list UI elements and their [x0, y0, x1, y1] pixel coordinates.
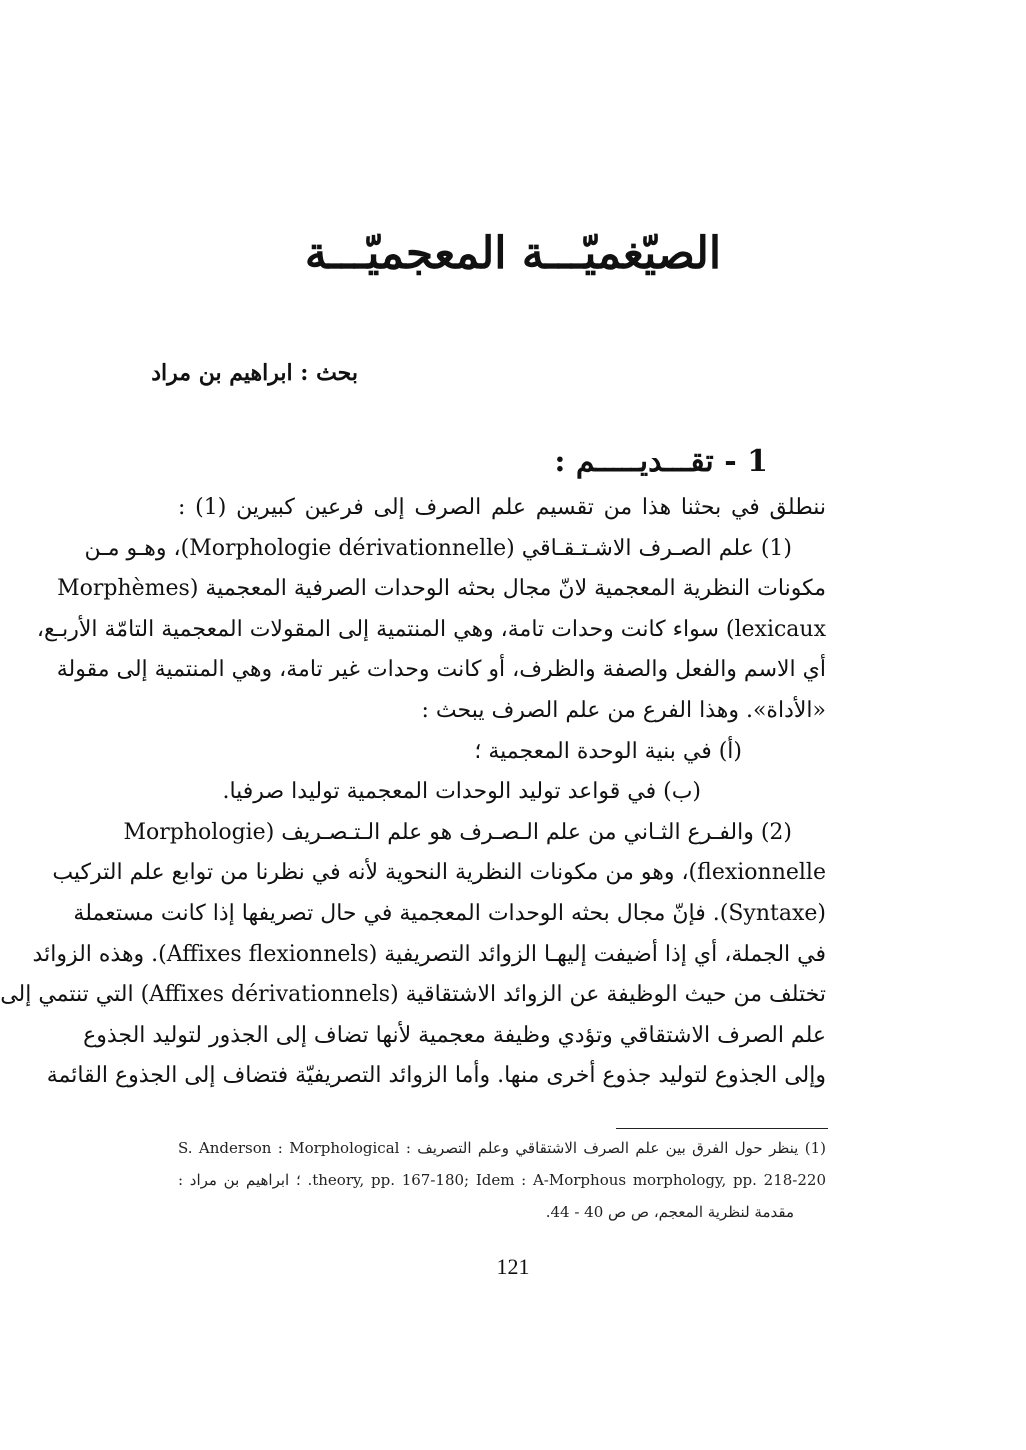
body-line: في الجملة، أي إذا أضيفت إليهـا الزوائد التصريفية (Affixes flexionnels). وهذه الزوائد: [32, 941, 826, 967]
body-line: مكونات النظرية المعجمية لانّ مجال بحثه الوحدات الصرفية المعجمية (Morphèmes: [57, 576, 826, 602]
body-line: تختلف من حيث الوظيفة عن الزوائد الاشتقاقية (Affixes dérivationnels) التي تنتمي إلى: [0, 982, 826, 1008]
body-line: (Syntaxe). فإنّ مجال بحثه الوحدات المعجمية في حال تصريفها إذا كانت مستعملة: [73, 900, 826, 926]
section-heading: 1 - تقـــديـــــم :: [554, 444, 768, 479]
body-line: ننطلق في بحثنا هذا من تقسيم علم الصرف إلى فرعين كبيرين (1) :: [178, 495, 826, 520]
page-number: 121: [496, 1254, 530, 1279]
body-line: أي الاسم والفعل والصفة والظرف، أو كانت وحدات غير تامة، وهي المنتمية إلى مقولة: [56, 657, 826, 683]
footnote-line: (1) ينظر حول الفرق بين علم الصرف الاشتقاقي وعلم التصريف : S. Anderson : Morphological: [178, 1139, 826, 1157]
author-byline: بحث : ابراهيم بن مراد: [151, 360, 358, 386]
footnote-line: مقدمة لنظرية المعجم، ص ص 40 - 44.: [545, 1203, 794, 1221]
body-line: (1) علم الصـرف الاشـتـقـاقي (Morphologie dérivationnelle)، وهـو مـن: [84, 535, 792, 561]
footnote-divider: [616, 1128, 828, 1129]
body-line: flexionnelle)، وهو من مكونات النظرية النحوية لأنه في نظرنا من توابع علم التركيب: [52, 860, 826, 886]
footnotes: [178, 1132, 826, 1228]
body-line: lexicaux) سواء كانت وحدات تامة، وهي المنتمية إلى المقولات المعجمية التامّة الأربـع،: [36, 616, 826, 642]
body-line: علم الصرف الاشتقاقي وتؤدي وظيفة معجمية لأنها تضاف إلى الجذور لتوليد الجذوع: [83, 1022, 826, 1048]
footnote-line: theory, pp. 167-180; Idem : A-Morphous morphology, pp. 218-220. ؛ ابراهيم بن مراد :: [178, 1171, 826, 1189]
body-line: (أ) في بنية الوحدة المعجمية ؛: [474, 738, 742, 764]
body-text: [0, 488, 826, 1097]
article-title: الصيّغميّـــة المعجميّـــة: [304, 228, 722, 279]
body-line: (ب) في قواعد توليد الوحدات المعجمية توليدا صرفيا.: [222, 779, 701, 805]
body-line: «الأداة». وهذا الفرع من علم الصرف يبحث :: [421, 697, 826, 723]
body-line: (2) والفـرع الثـاني من علم الـصـرف هو علم الـتـصـريف (Morphologie: [123, 819, 792, 845]
body-line: وإلى الجذوع لتوليد جذوع أخرى منها. وأما الزوائد التصريفيّة فتضاف إلى الجذوع القائمة: [46, 1063, 826, 1089]
